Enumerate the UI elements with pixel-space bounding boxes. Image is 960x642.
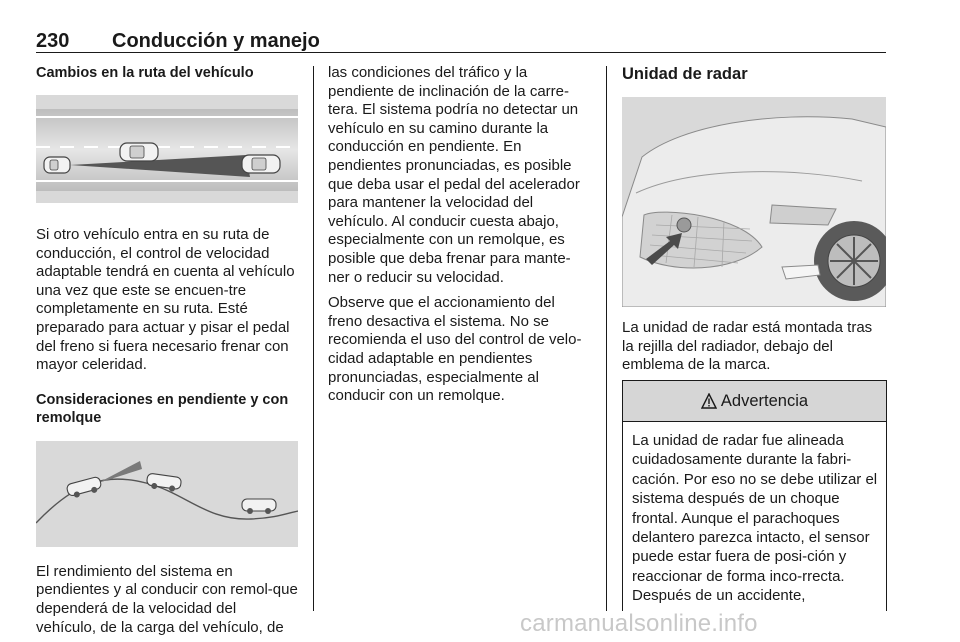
warning-text: La unidad de radar fue alineada cuidadosamente durante la fabri-cación. Por eso no se debe utilizar el sistema después de un choque frontal. Aunque el parachoques delantero parezca intacto, el sensor puede estar fuera de posi-ción y reaccionar de forma inco-rrecta. Después de un accidente, (632, 432, 878, 605)
watermark: carmanualsonline.info (520, 610, 758, 637)
warning-title: Advertencia (720, 391, 809, 410)
heading-radar-unit: Unidad de radar (622, 65, 748, 83)
column-right (622, 64, 886, 375)
page-header (36, 30, 886, 52)
paragraph-route-changes: Si otro vehículo entra en su ruta de conducción, el control de velocidad adaptable tendrá en cuenta al vehículo una vez que este se encuen-tre completamente en su ruta. Esté preparado para actuar y pisar el pedal del freno si fuera necesario frenar con mayor celeridad. (36, 226, 295, 374)
paragraph-slopes-continued: las condiciones del tráfico y la pendiente de inclinación de la carre-tera. El sistema podría no detectar un vehículo en su camino durante la conducción en pendiente. En pendientes pronunciadas, es posible que deba usar el pedal del acelerador para mantener la velocidad del vehículo. Al conducir cuesta abajo, especialmente con un remolque, es posible que deba frenar para mante-ner o reducir su velocidad. (328, 64, 580, 286)
column-divider-left (313, 66, 314, 611)
warning-header (623, 381, 886, 422)
page-number: 230 (36, 30, 70, 52)
warning-box (622, 380, 887, 611)
column-divider-right (606, 66, 607, 611)
car-merging (120, 143, 158, 161)
car-ahead (242, 155, 280, 173)
lane-change-illustration (36, 95, 298, 203)
radar-unit-illustration (622, 97, 886, 307)
column-left (36, 64, 298, 637)
column-middle (328, 64, 590, 406)
paragraph-slopes: El rendimiento del sistema en pendientes y al conducir con remol-que dependerá de la velocidad del vehículo, de la carga del vehículo, de (36, 562, 298, 636)
paragraph-brake-note: Observe que el accionamiento del freno desactiva el sistema. No se recomienda el uso del control de velo-cidad adaptable en pendientes pronunciadas, especialmente al conducir con un remolque. (328, 294, 582, 405)
slope-illustration (36, 441, 298, 547)
header-rule (36, 52, 886, 53)
warning-triangle-icon (701, 393, 717, 409)
paragraph-radar-location: La unidad de radar está montada tras la rejilla del radiador, debajo del emblema de la marca. (622, 319, 873, 374)
heading-route-changes: Cambios en la ruta del vehículo (36, 65, 254, 81)
heading-slopes-trailer: Consideraciones en pendiente y con remolque (36, 391, 289, 426)
chapter-title: Conducción y manejo (112, 30, 320, 52)
car-ego (44, 157, 70, 173)
